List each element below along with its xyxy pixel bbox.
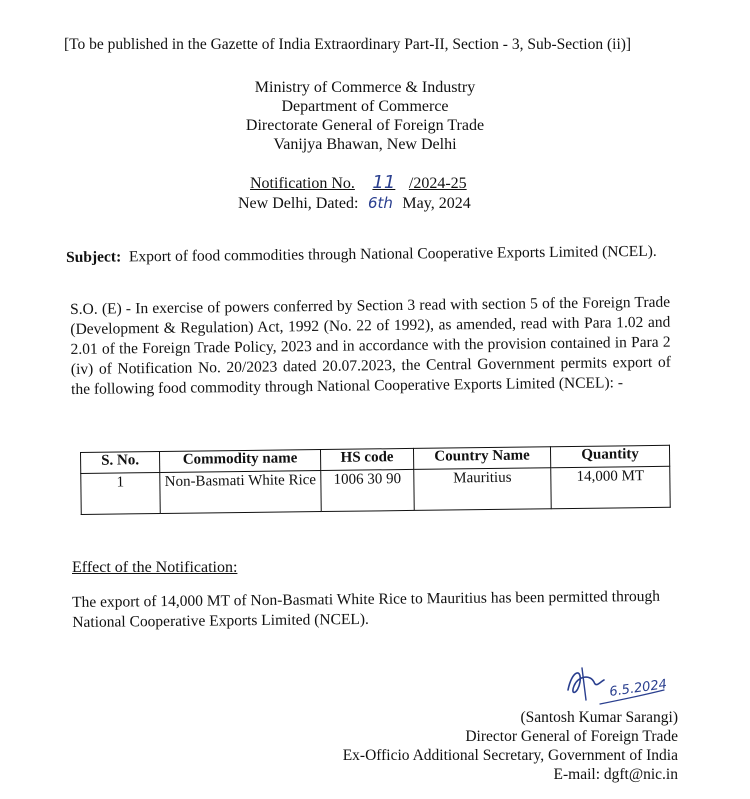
table-row bbox=[81, 466, 670, 514]
signatory-name: (Santosh Kumar Sarangi) bbox=[520, 709, 678, 726]
effect-text: The export of 14,000 MT of Non-Basmati White Rice to Mauritius has been permitted through National Cooperative Exports Limited (NCEL). bbox=[72, 587, 661, 631]
notification-year: /2024-25 bbox=[408, 175, 467, 192]
signatory-block bbox=[343, 708, 678, 784]
handwritten-day: 6th bbox=[367, 194, 393, 212]
table-cell: 1 bbox=[81, 473, 160, 515]
dated-month-year: May, 2024 bbox=[402, 195, 471, 212]
dated-label: New Delhi, Dated: bbox=[238, 195, 359, 212]
body-paragraph: S.O. (E) - In exercise of powers conferred by Section 3 read with section 5 of the Foreign Trade (Development & Regulation) Act, 1992 (No. 22 of 1992), as amended, read with Para 1.02 and 2.01 of the Foreign Trade Policy, 2023 and in accordance with the provision contained in Para 2 (iv) of Notification No. 20/2023 dated 20.07.2023, the Central Government permits export of the following food commodity through National Cooperative Exports Limited (NCEL): - bbox=[70, 293, 671, 398]
subject-block: Subject: Export of food commodities through National Cooperative Exports Limited (NCEL). bbox=[66, 242, 657, 266]
signature-date: 6.5.2024 bbox=[608, 677, 668, 700]
ministry-name: Ministry of Commerce & Industry bbox=[254, 79, 476, 96]
issuing-authority bbox=[220, 78, 510, 154]
column-header: Country Name bbox=[413, 447, 550, 470]
notification-number bbox=[250, 172, 467, 193]
column-header: Commodity name bbox=[160, 450, 321, 473]
column-header: HS code bbox=[320, 448, 413, 470]
commodity-table-wrap bbox=[80, 445, 671, 515]
effect-heading: Effect of the Notification: bbox=[72, 559, 238, 576]
department-name: Department of Commerce bbox=[281, 98, 449, 115]
handwritten-signature bbox=[560, 660, 680, 710]
signatory-additional: Ex-Officio Additional Secretary, Government of India bbox=[342, 747, 678, 764]
table-cell: 1006 30 90 bbox=[321, 469, 414, 511]
directorate-name: Directorate General of Foreign Trade bbox=[245, 117, 485, 134]
signatory-email: E-mail: dgft@nic.in bbox=[553, 766, 678, 783]
office-address: Vanijya Bhawan, New Delhi bbox=[273, 136, 457, 153]
subject-text: Export of food commodities through National Cooperative Exports Limited (NCEL). bbox=[128, 242, 657, 266]
table-cell: Mauritius bbox=[414, 468, 551, 511]
signatory-designation: Director General of Foreign Trade bbox=[465, 728, 678, 745]
subject-label: Subject bbox=[66, 248, 117, 266]
handwritten-number: 11 bbox=[372, 172, 396, 193]
table-cell: Non-Basmati White Rice bbox=[160, 471, 321, 514]
table-cell: 14,000 MT bbox=[551, 466, 670, 508]
column-header: S. No. bbox=[81, 452, 160, 474]
notification-label: Notification No. bbox=[250, 175, 355, 192]
notification-date bbox=[238, 194, 471, 213]
column-header: Quantity bbox=[550, 445, 669, 467]
commodity-table bbox=[80, 445, 671, 515]
gazette-line: [To be published in the Gazette of India Extraordinary Part-II, Section - 3, Sub-Section (ii)] bbox=[64, 36, 632, 53]
